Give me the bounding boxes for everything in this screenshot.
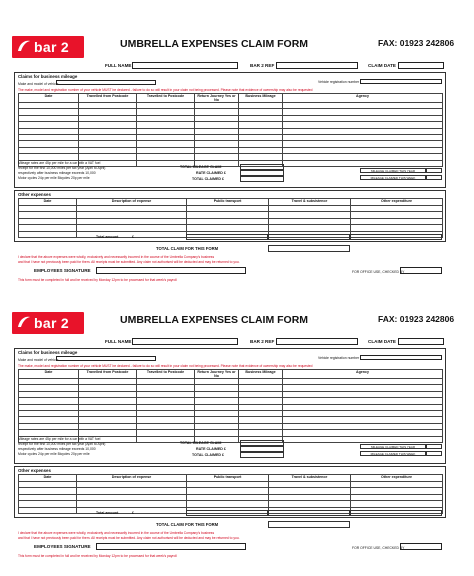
col-from: Travelled from Postcode <box>79 94 137 103</box>
bar2-ref-label: BAR 2 REF <box>250 63 275 68</box>
rates-note-2: receipt for the first 10,000 miles per tax year (April to April) <box>18 442 106 446</box>
mileage-week-field[interactable] <box>426 175 442 180</box>
full-name-field[interactable] <box>132 62 238 69</box>
footer-note: This form must be completed in full and be received by Monday 12pm to be processed for that week's payroll <box>18 554 177 558</box>
total-claim-label: TOTAL CLAIM FOR THIS FORM <box>156 522 219 527</box>
mileage-header-row <box>19 94 443 103</box>
claim-date-field[interactable] <box>398 338 444 345</box>
vehicle-reg-label: Vehicle registration number <box>318 356 360 360</box>
mileage-section-title: Claims for business mileage <box>18 74 78 79</box>
ownership-note: The make, model and registration number of your vehicle MUST be declared - failure to do so will result in your claim not being processed. Please note that evidence of ownership may also be requested <box>18 88 313 92</box>
total-mileage-label: TOTAL MILEAGE CLAIM <box>180 165 222 169</box>
make-model-label: Make and model of vehicle <box>18 82 59 86</box>
col-from: Travelled from Postcode <box>79 370 137 379</box>
col-to: Travelled to Postcode <box>137 370 195 379</box>
bar2-ref-field[interactable] <box>276 338 358 345</box>
fax-number: FAX: 01923 242806 <box>378 38 455 48</box>
other-expenses-table <box>18 474 443 514</box>
total-claim-label: TOTAL CLAIM FOR THIS FORM <box>156 246 219 251</box>
total-travel[interactable] <box>268 510 350 516</box>
total-amount-symbol: £ <box>132 235 134 239</box>
col-description: Description of expense <box>77 199 187 206</box>
col-travel-subsistence: Travel & subsistence <box>269 199 351 206</box>
mileage-header-row <box>19 370 443 379</box>
total-amount-label: Total amount <box>96 235 119 239</box>
col-other-date: Date <box>19 475 77 482</box>
other-expenses-table <box>18 198 443 238</box>
footer-note: This form must be completed in full and be received by Monday 12pm to be processed for that week's payroll <box>18 278 177 282</box>
other-header-row <box>19 199 443 206</box>
office-use-label: FOR OFFICE USE, CHECKED BY <box>352 270 405 274</box>
make-model-field[interactable] <box>56 356 156 361</box>
total-amount-symbol: £ <box>132 511 134 515</box>
rate-claimed-label: RATE CLAIMED £ <box>196 447 226 451</box>
claim-date-label: CLAIM DATE <box>368 63 396 68</box>
col-other-date: Date <box>19 199 77 206</box>
mileage-year-label: MILEAGE CLAIMED THIS YEAR <box>360 444 426 449</box>
col-to: Travelled to Postcode <box>137 94 195 103</box>
vehicle-reg-label: Vehicle registration number <box>318 80 360 84</box>
vehicle-reg-field[interactable] <box>360 79 442 84</box>
full-name-label: FULL NAME <box>105 339 132 344</box>
total-public-transport[interactable] <box>186 510 268 516</box>
col-mileage: Business Mileage <box>239 370 283 379</box>
bar2-ref-label: BAR 2 REF <box>250 339 275 344</box>
logo-text: bar 2 <box>34 39 69 55</box>
form-title: UMBRELLA EXPENSES CLAIM FORM <box>120 38 309 50</box>
make-model-label: Make and model of vehicle <box>18 358 59 362</box>
total-travel[interactable] <box>268 234 350 240</box>
mileage-week-label: MILEAGE CLAIMED THIS WEEK <box>360 175 426 180</box>
declaration: I declare that the above expenses were wholly, exclusively and necessarily incurred in the course of the Umbrella Company's business <box>18 255 215 259</box>
form-title: UMBRELLA EXPENSES CLAIM FORM <box>120 314 309 326</box>
other-expenses-title: Other expenses <box>18 192 51 197</box>
rates-note-1: Mileage rates are 45p per mile for a car with a VAT fuel <box>18 161 101 165</box>
mileage-table <box>18 369 443 443</box>
col-description: Description of expense <box>77 475 187 482</box>
col-date: Date <box>19 94 79 103</box>
signature-label: EMPLOYEES SIGNATURE <box>34 268 91 273</box>
declaration-2: and that I have not previously been paid for them. All receipts must be submitted. Any claim not authorised will be deducted and may be returned to you. <box>18 536 240 540</box>
bar2-logo <box>12 312 84 334</box>
col-other-expenditure: Other expenditure <box>351 475 443 482</box>
total-public-transport[interactable] <box>186 234 268 240</box>
total-other[interactable] <box>350 510 442 516</box>
full-name-label: FULL NAME <box>105 63 132 68</box>
declaration-2: and that I have not previously been paid for them. All receipts must be submitted. Any claim not authorised will be deducted and may be returned to you. <box>18 260 240 264</box>
rates-note-3: respectively after business mileage exceeds 10,000 <box>18 171 96 175</box>
rates-note-2: receipt for the first 10,000 miles per tax year (April to April) <box>18 166 106 170</box>
rate-claimed-label: RATE CLAIMED £ <box>196 171 226 175</box>
col-return: Return Journey Yes or No <box>195 94 239 103</box>
mileage-year-label: MILEAGE CLAIMED THIS YEAR <box>360 168 426 173</box>
ownership-note: The make, model and registration number of your vehicle MUST be declared - failure to do so will result in your claim not being processed. Please note that evidence of ownership may also be requested <box>18 364 313 368</box>
fax-number: FAX: 01923 242806 <box>378 314 455 324</box>
total-mileage-label: TOTAL MILEAGE CLAIM <box>180 441 222 445</box>
other-header-row <box>19 475 443 482</box>
expense-claim-form-1 <box>12 36 455 286</box>
total-claim-field[interactable] <box>268 245 350 252</box>
col-return: Return Journey Yes or No <box>195 370 239 379</box>
logo-text: bar 2 <box>34 315 69 331</box>
signature-label: EMPLOYEES SIGNATURE <box>34 544 91 549</box>
office-use-label: FOR OFFICE USE, CHECKED BY <box>352 546 405 550</box>
col-public-transport: Public transport <box>187 475 269 482</box>
mileage-week-label: MILEAGE CLAIMED THIS WEEK <box>360 451 426 456</box>
col-travel-subsistence: Travel & subsistence <box>269 475 351 482</box>
rates-note-3: respectively after business mileage exceeds 10,000 <box>18 447 96 451</box>
col-mileage: Business Mileage <box>239 94 283 103</box>
office-use-field[interactable] <box>400 267 442 274</box>
signature-field[interactable] <box>96 543 246 550</box>
office-use-field[interactable] <box>400 543 442 550</box>
total-claim-field[interactable] <box>268 521 350 528</box>
total-claimed-field[interactable] <box>240 176 284 182</box>
rates-note-4: Motor cycles 24p per mile Bicycles 20p per mile <box>18 452 90 456</box>
expense-claim-form-2 <box>12 312 455 562</box>
col-date: Date <box>19 370 79 379</box>
make-model-field[interactable] <box>56 80 156 85</box>
bar2-logo <box>12 36 84 58</box>
rates-note-4: Motor cycles 24p per mile Bicycles 20p per mile <box>18 176 90 180</box>
col-agency: Agency <box>283 370 443 379</box>
mileage-table <box>18 93 443 167</box>
claim-date-label: CLAIM DATE <box>368 339 396 344</box>
mileage-year-field[interactable] <box>426 168 442 173</box>
total-amount-label: Total amount <box>96 511 119 515</box>
claim-date-field[interactable] <box>398 62 444 69</box>
col-public-transport: Public transport <box>187 199 269 206</box>
other-expenses-title: Other expenses <box>18 468 51 473</box>
vehicle-reg-field[interactable] <box>360 355 442 360</box>
swoosh-icon <box>16 39 32 53</box>
declaration: I declare that the above expenses were wholly, exclusively and necessarily incurred in the course of the Umbrella Company's business <box>18 531 215 535</box>
col-other-expenditure: Other expenditure <box>351 199 443 206</box>
swoosh-icon <box>16 315 32 329</box>
total-claimed-label: TOTAL CLAIMED £ <box>192 453 224 457</box>
mileage-week-field[interactable] <box>426 451 442 456</box>
mileage-year-field[interactable] <box>426 444 442 449</box>
col-agency: Agency <box>283 94 443 103</box>
bar2-ref-field[interactable] <box>276 62 358 69</box>
rates-note-1: Mileage rates are 45p per mile for a car with a VAT fuel <box>18 437 101 441</box>
signature-field[interactable] <box>96 267 246 274</box>
total-other[interactable] <box>350 234 442 240</box>
total-claimed-field[interactable] <box>240 452 284 458</box>
mileage-section-title: Claims for business mileage <box>18 350 78 355</box>
full-name-field[interactable] <box>132 338 238 345</box>
total-claimed-label: TOTAL CLAIMED £ <box>192 177 224 181</box>
